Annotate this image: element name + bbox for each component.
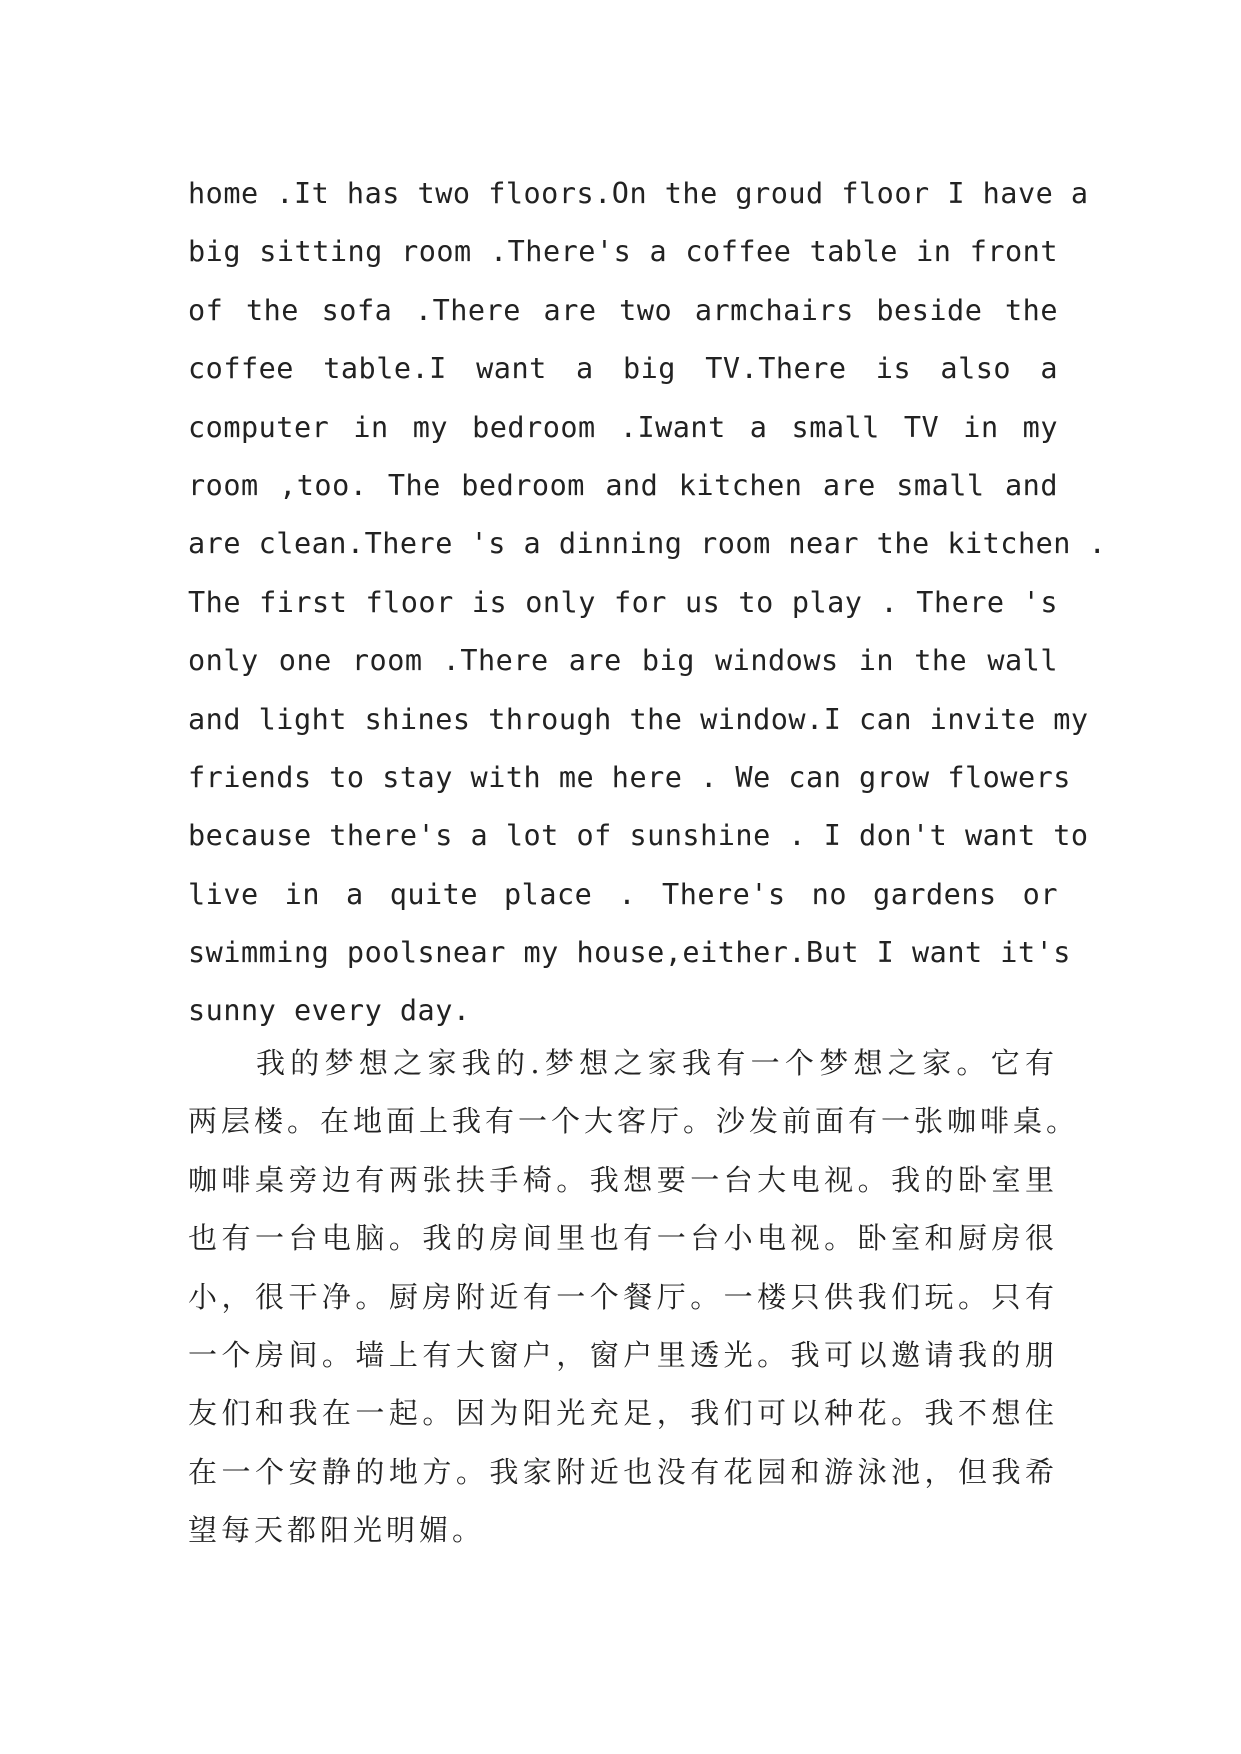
chinese-line: 小，很干净。厨房附近有一个餐厅。一楼只供我们玩。只有	[188, 1279, 1058, 1314]
english-line: big sitting room .There's a coffee table in front	[188, 235, 1058, 269]
english-line: room ,too. The bedroom and kitchen are small and	[188, 468, 1058, 502]
chinese-line: 我的梦想之家我的.梦想之家我有一个梦想之家。它有	[256, 1046, 1058, 1080]
english-line: computer in my bedroom .Iwant a small TV in my	[188, 410, 1058, 444]
english-line: The first floor is only for us to play . There 's	[188, 585, 1058, 619]
chinese-line: 两层楼。在地面上我有一个大客厅。沙发前面有一张咖啡桌。	[188, 1104, 1080, 1139]
chinese-line: 咖啡桌旁边有两张扶手椅。我想要一台大电视。我的卧室里	[188, 1162, 1058, 1197]
english-line: swimming poolsnear my house,either.But I want it's	[188, 936, 1071, 970]
english-line: sunny every day.	[188, 994, 471, 1028]
english-line: are clean.There 's a dinning room near the kitchen .	[188, 527, 1107, 561]
chinese-line: 在一个安静的地方。我家附近也没有花园和游泳池，但我希	[188, 1454, 1058, 1489]
english-line: of the sofa .There are two armchairs beside the	[188, 293, 1058, 327]
english-line: because there's a lot of sunshine . I don't want to	[188, 819, 1089, 853]
english-line: home .It has two floors.On the groud floor I have a	[188, 177, 1089, 210]
chinese-line: 一个房间。墙上有大窗户，窗户里透光。我可以邀请我的朋	[188, 1337, 1058, 1372]
english-passage	[188, 165, 1107, 1041]
chinese-passage	[188, 1034, 1080, 1560]
english-line: live in a quite place . There's no gardens or	[188, 877, 1058, 911]
english-line: and light shines through the window.I can invite my	[188, 702, 1089, 736]
chinese-line: 望每天都阳光明媚。	[188, 1513, 486, 1548]
chinese-line: 友们和我在一起。因为阳光充足，我们可以种花。我不想住	[188, 1396, 1058, 1431]
english-line: friends to stay with me here . We can grow flowers	[188, 760, 1071, 794]
english-line: coffee table.I want a big TV.There is also a	[188, 352, 1058, 386]
english-line: only one room .There are big windows in the wall	[188, 644, 1058, 678]
chinese-line: 也有一台电脑。我的房间里也有一台小电视。卧室和厨房很	[188, 1221, 1058, 1256]
